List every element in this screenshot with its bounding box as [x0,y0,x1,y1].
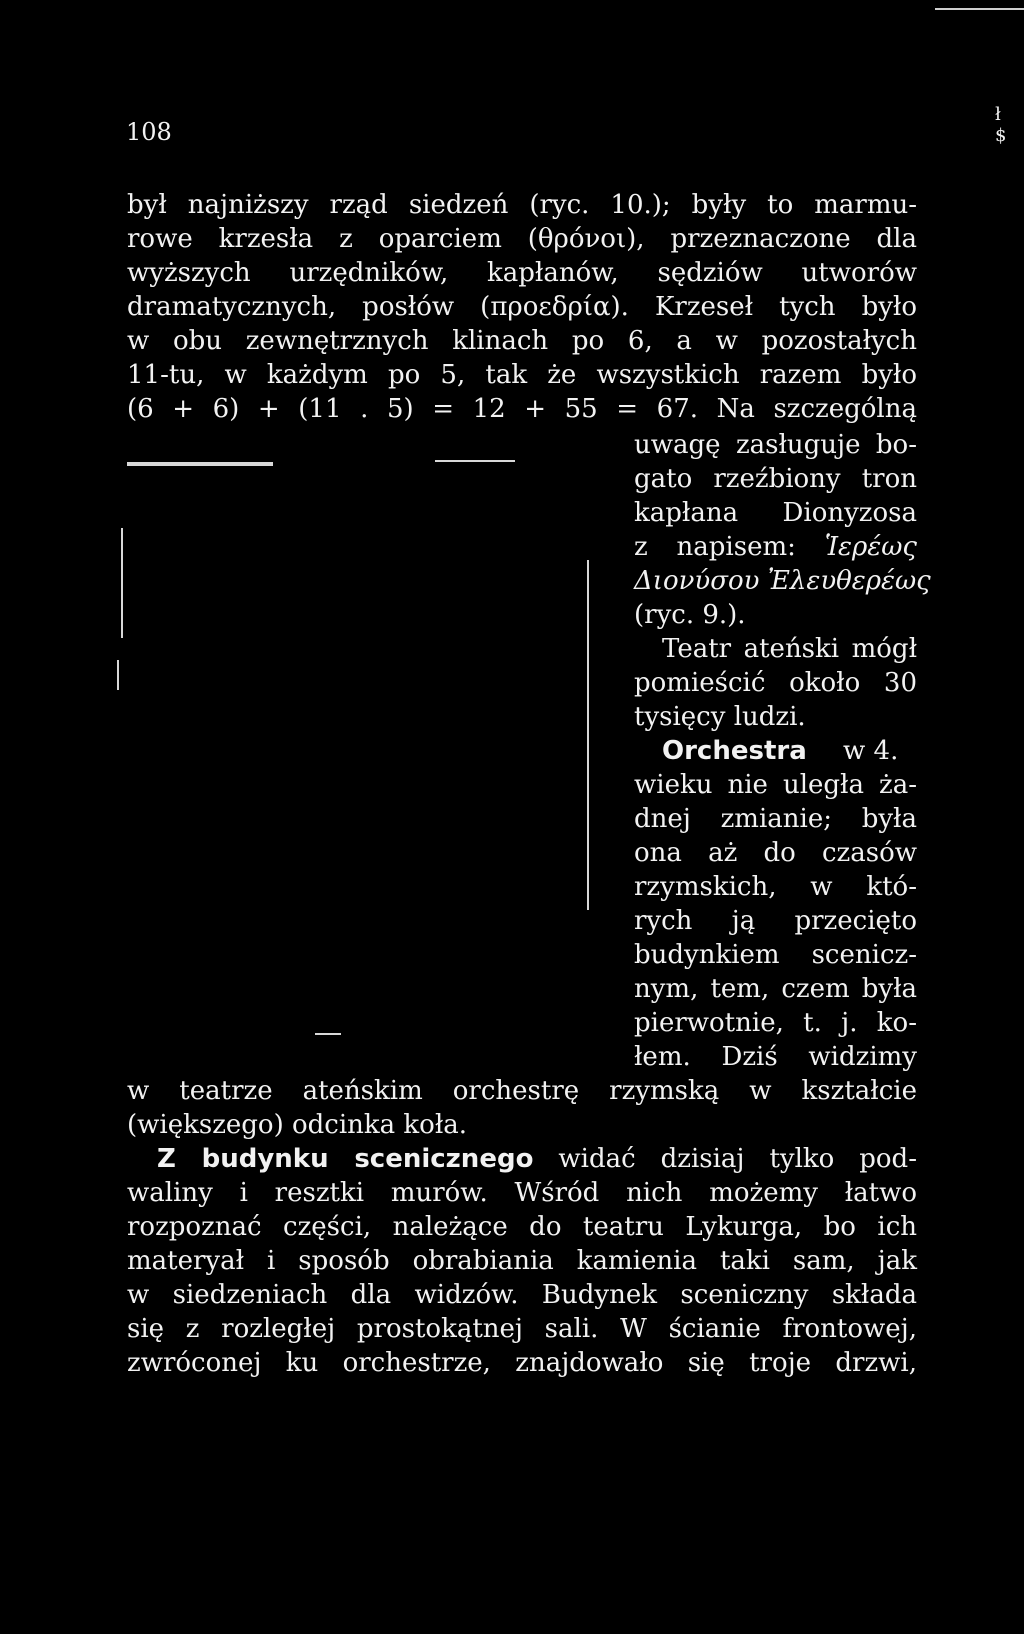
text-fragment: w 4. [843,736,899,766]
text-line: pomieścić około 30 [634,668,917,698]
text-line: Teatr ateński mógł [662,634,917,664]
text-line: pierwotnie, t. j. ko- [634,1008,917,1038]
text-line: dramatycznych, posłów (προεδρία). Krzeseł tych było [127,292,917,322]
text-line: (ryc. 9.). [634,600,746,630]
text-line: nym, tem, czem była [634,974,917,1004]
text-line: dnej zmianie; była [634,804,917,834]
text-fragment: z napisem: [634,532,825,562]
text-line: rowe krzesła z oparciem (θρόνοι), przeznaczone dla [127,224,917,254]
text-line: (6 + 6) + (11 . 5) = 12 + 55 = 67. Na szczególną [127,394,917,424]
text-line: gato rzeźbiony tron [634,464,917,494]
text-line: tysięcy ludzi. [634,702,806,732]
text-line: był najniższy rząd siedzeń (ryc. 10.); były to marmu- [127,190,917,220]
text-line: w obu zewnętrznych klinach po 6, a w pozostałych [127,326,917,356]
text-fragment: widać dzisiaj tylko pod- [558,1144,917,1174]
text-line [662,734,917,768]
text-line: wieku nie uległa ża- [634,770,917,800]
text-line: w siedzeniach dla widzów. Budynek sceniczny składa [127,1280,917,1310]
text-line: uwagę zasługuje bo- [634,430,917,460]
section-heading-orchestra: Orchestra [662,736,807,766]
text-line: łem. Dziś widzimy [634,1042,917,1072]
top-rule [935,8,1024,10]
text-line: się z rozległej prostokątnej sali. W ścianie frontowej, [127,1314,917,1344]
text-line: 11-tu, w każdym po 5, tak że wszystkich razem było [127,360,917,390]
page-number: 108 [126,118,172,146]
text-line: ona aż do czasów [634,838,917,868]
section-heading-scene: Z budynku scenicznego [157,1144,534,1174]
text-line: (większego) odcinka koła. [127,1110,468,1140]
figure-illustration [115,470,625,1110]
text-line: w teatrze ateńskim orchestrę rzymską w kształcie [127,1076,917,1106]
text-line: zwróconej ku orchestrze, znajdowało się troje drzwi, [127,1348,917,1378]
text-line: rych ją przecięto [634,906,917,936]
text-line [157,1142,917,1176]
greek-inscription: Ἱερέως [824,532,917,562]
greek-inscription-line: Διονύσου Ἐλευθερέως [634,566,931,596]
text-line: wyższych urzędników, kapłanów, sędziów utworów [127,258,917,288]
text-line: rzymskich, w któ- [634,872,917,902]
text-line [634,530,917,564]
text-line: rozpoznać części, należące do teatru Lykurga, bo ich [127,1212,917,1242]
text-line: waliny i resztki murów. Wśród nich możemy łatwo [127,1178,917,1208]
margin-mark: ł $ [995,104,1007,146]
text-line: budynkiem scenicz- [634,940,917,970]
text-line: kapłana Dionyzosa [634,498,917,528]
text-line: materyał i sposób obrabiania kamienia taki sam, jak [127,1246,917,1276]
